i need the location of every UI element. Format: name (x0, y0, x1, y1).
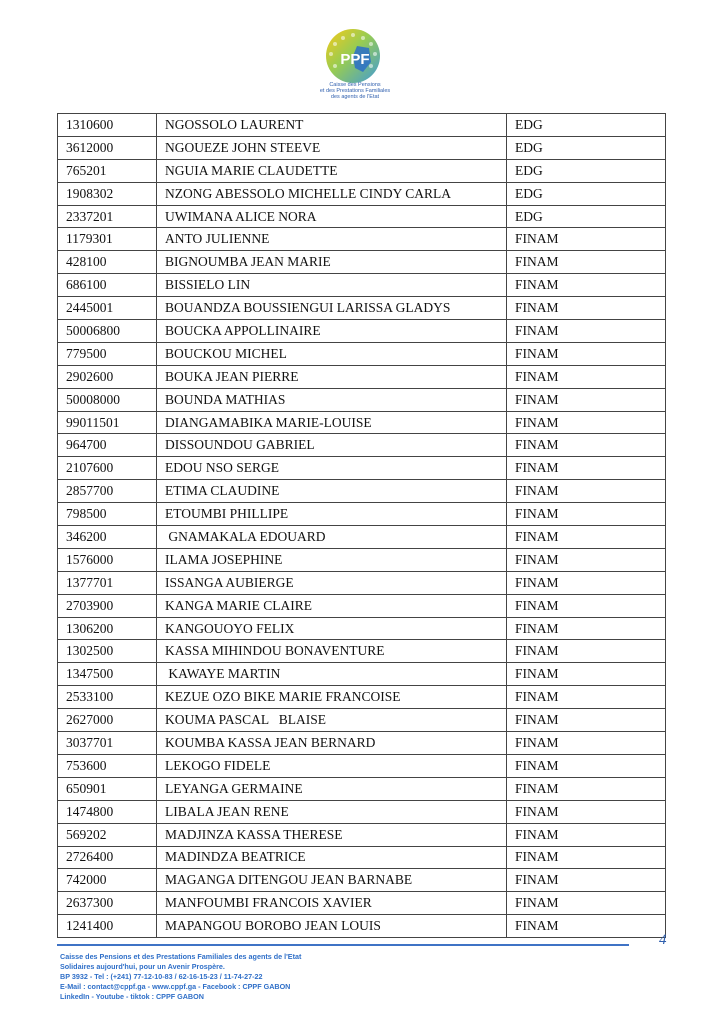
table-row (58, 915, 666, 938)
name-cell: KAWAYE MARTIN (157, 663, 507, 686)
organisation-cell: FINAM (507, 800, 666, 823)
table-row (58, 732, 666, 755)
table-row (58, 503, 666, 526)
organisation-cell: FINAM (507, 480, 666, 503)
name-cell: ETOUMBI PHILLIPE (157, 503, 507, 526)
name-cell: MADINDZA BEATRICE (157, 846, 507, 869)
organisation-cell: FINAM (507, 411, 666, 434)
table-row (58, 114, 666, 137)
matricule-cell: 1310600 (58, 114, 157, 137)
name-cell: NGOSSOLO LAURENT (157, 114, 507, 137)
name-cell: BOUANDZA BOUSSIENGUI LARISSA GLADYS (157, 297, 507, 320)
name-cell: MADJINZA KASSA THERESE (157, 823, 507, 846)
matricule-cell: 2627000 (58, 709, 157, 732)
table-row (58, 800, 666, 823)
table-row (58, 846, 666, 869)
organisation-cell: EDG (507, 114, 666, 137)
organisation-cell: FINAM (507, 640, 666, 663)
table-row (58, 365, 666, 388)
organisation-cell: FINAM (507, 915, 666, 938)
organisation-cell: FINAM (507, 297, 666, 320)
table-row (58, 548, 666, 571)
name-cell: LIBALA JEAN RENE (157, 800, 507, 823)
organisation-cell: EDG (507, 182, 666, 205)
matricule-cell: 2902600 (58, 365, 157, 388)
footer-line: E-Mail : contact@cppf.ga - www.cppf.ga - Facebook : CPPF GABON (60, 982, 291, 991)
name-cell: KANGOUOYO FELIX (157, 617, 507, 640)
matricule-cell: 1179301 (58, 228, 157, 251)
table-row (58, 320, 666, 343)
table-row (58, 686, 666, 709)
matricule-cell: 650901 (58, 777, 157, 800)
matricule-cell: 1306200 (58, 617, 157, 640)
name-cell: DIANGAMABIKA MARIE-LOUISE (157, 411, 507, 434)
organisation-cell: EDG (507, 205, 666, 228)
matricule-cell: 686100 (58, 274, 157, 297)
table-row (58, 663, 666, 686)
organisation-cell: FINAM (507, 594, 666, 617)
organisation-cell: FINAM (507, 686, 666, 709)
matricule-cell: 2533100 (58, 686, 157, 709)
name-cell: ISSANGA AUBIERGE (157, 571, 507, 594)
matricule-cell: 765201 (58, 159, 157, 182)
organisation-cell: FINAM (507, 823, 666, 846)
organisation-cell: FINAM (507, 846, 666, 869)
table-row (58, 388, 666, 411)
org-caption-line: Caisse des Pensions (329, 82, 381, 88)
table-row (58, 709, 666, 732)
organisation-cell: FINAM (507, 892, 666, 915)
organisation-cell: FINAM (507, 709, 666, 732)
table-row (58, 892, 666, 915)
records-table (57, 113, 666, 938)
name-cell: LEKOGO FIDELE (157, 754, 507, 777)
table-row (58, 640, 666, 663)
organisation-cell: FINAM (507, 320, 666, 343)
matricule-cell: 3037701 (58, 732, 157, 755)
org-caption (300, 82, 410, 101)
matricule-cell: 1241400 (58, 915, 157, 938)
organisation-cell: EDG (507, 159, 666, 182)
matricule-cell: 2726400 (58, 846, 157, 869)
name-cell: BOUCKOU MICHEL (157, 342, 507, 365)
table-row (58, 777, 666, 800)
logo-text: PPF (340, 51, 370, 68)
organisation-cell: FINAM (507, 526, 666, 549)
table-row (58, 571, 666, 594)
organisation-cell: FINAM (507, 228, 666, 251)
organisation-cell: FINAM (507, 388, 666, 411)
table-row (58, 411, 666, 434)
name-cell: BISSIELO LIN (157, 274, 507, 297)
matricule-cell: 1474800 (58, 800, 157, 823)
organisation-cell: FINAM (507, 342, 666, 365)
organisation-cell: FINAM (507, 274, 666, 297)
table-row (58, 342, 666, 365)
matricule-cell: 1302500 (58, 640, 157, 663)
name-cell: NZONG ABESSOLO MICHELLE CINDY CARLA (157, 182, 507, 205)
table-row (58, 159, 666, 182)
matricule-cell: 798500 (58, 503, 157, 526)
name-cell: BOUCKA APPOLLINAIRE (157, 320, 507, 343)
organisation-cell: EDG (507, 136, 666, 159)
table-row (58, 480, 666, 503)
matricule-cell: 742000 (58, 869, 157, 892)
matricule-cell: 346200 (58, 526, 157, 549)
name-cell: LEYANGA GERMAINE (157, 777, 507, 800)
table-row (58, 869, 666, 892)
matricule-cell: 2445001 (58, 297, 157, 320)
org-caption-line: des agents de l'Etat (330, 94, 380, 101)
organisation-cell: FINAM (507, 365, 666, 388)
name-cell: KASSA MIHINDOU BONAVENTURE (157, 640, 507, 663)
name-cell: UWIMANA ALICE NORA (157, 205, 507, 228)
footer-line: Solidaires aujourd'hui, pour un Avenir Prospère. (60, 962, 225, 971)
table-row (58, 297, 666, 320)
organisation-cell: FINAM (507, 457, 666, 480)
matricule-cell: 2857700 (58, 480, 157, 503)
table-row (58, 617, 666, 640)
matricule-cell: 2703900 (58, 594, 157, 617)
organisation-cell: FINAM (507, 434, 666, 457)
page-number: 4 (659, 932, 667, 948)
table-row (58, 457, 666, 480)
name-cell: KANGA MARIE CLAIRE (157, 594, 507, 617)
org-caption-line: et des Prestations Familiales (319, 88, 391, 95)
table-row (58, 136, 666, 159)
name-cell: DISSOUNDOU GABRIEL (157, 434, 507, 457)
name-cell: MAPANGOU BOROBO JEAN LOUIS (157, 915, 507, 938)
table-row (58, 274, 666, 297)
name-cell: KOUMA PASCAL BLAISE (157, 709, 507, 732)
name-cell: NGOUEZE JOHN STEEVE (157, 136, 507, 159)
table-row (58, 434, 666, 457)
table-row (58, 251, 666, 274)
name-cell: MANFOUMBI FRANCOIS XAVIER (157, 892, 507, 915)
matricule-cell: 428100 (58, 251, 157, 274)
footer-line: Caisse des Pensions et des Prestations Familiales des agents de l'Etat (60, 952, 302, 961)
matricule-cell: 1377701 (58, 571, 157, 594)
organisation-cell: FINAM (507, 777, 666, 800)
organisation-cell: FINAM (507, 548, 666, 571)
name-cell: ILAMA JOSEPHINE (157, 548, 507, 571)
matricule-cell: 569202 (58, 823, 157, 846)
organisation-cell: FINAM (507, 869, 666, 892)
name-cell: EDOU NSO SERGE (157, 457, 507, 480)
name-cell: BOUKA JEAN PIERRE (157, 365, 507, 388)
matricule-cell: 1908302 (58, 182, 157, 205)
organisation-cell: FINAM (507, 732, 666, 755)
footer-divider (57, 944, 629, 946)
matricule-cell: 3612000 (58, 136, 157, 159)
table-row (58, 594, 666, 617)
name-cell: GNAMAKALA EDOUARD (157, 526, 507, 549)
name-cell: KOUMBA KASSA JEAN BERNARD (157, 732, 507, 755)
organisation-cell: FINAM (507, 571, 666, 594)
table-row (58, 182, 666, 205)
records-table-body (58, 114, 666, 938)
footer-line: BP 3932 - Tel : (+241) 77-12-10-83 / 62-16-15-23 / 11-74-27-22 (60, 972, 263, 981)
matricule-cell: 2107600 (58, 457, 157, 480)
matricule-cell: 1347500 (58, 663, 157, 686)
name-cell: MAGANGA DITENGOU JEAN BARNABE (157, 869, 507, 892)
matricule-cell: 2337201 (58, 205, 157, 228)
matricule-cell: 99011501 (58, 411, 157, 434)
footer (60, 952, 301, 1002)
name-cell: NGUIA MARIE CLAUDETTE (157, 159, 507, 182)
organisation-cell: FINAM (507, 503, 666, 526)
organisation-cell: FINAM (507, 663, 666, 686)
table-row (58, 205, 666, 228)
matricule-cell: 2637300 (58, 892, 157, 915)
name-cell: BIGNOUMBA JEAN MARIE (157, 251, 507, 274)
matricule-cell: 779500 (58, 342, 157, 365)
organisation-cell: FINAM (507, 251, 666, 274)
table-row (58, 754, 666, 777)
name-cell: KEZUE OZO BIKE MARIE FRANCOISE (157, 686, 507, 709)
table-row (58, 228, 666, 251)
table-row (58, 823, 666, 846)
organisation-cell: FINAM (507, 754, 666, 777)
matricule-cell: 50006800 (58, 320, 157, 343)
organisation-cell: FINAM (507, 617, 666, 640)
name-cell: ANTO JULIENNE (157, 228, 507, 251)
matricule-cell: 964700 (58, 434, 157, 457)
matricule-cell: 753600 (58, 754, 157, 777)
name-cell: ETIMA CLAUDINE (157, 480, 507, 503)
matricule-cell: 1576000 (58, 548, 157, 571)
matricule-cell: 50008000 (58, 388, 157, 411)
name-cell: BOUNDA MATHIAS (157, 388, 507, 411)
footer-line: LinkedIn - Youtube - tiktok : CPPF GABON (60, 992, 204, 1001)
table-row (58, 526, 666, 549)
